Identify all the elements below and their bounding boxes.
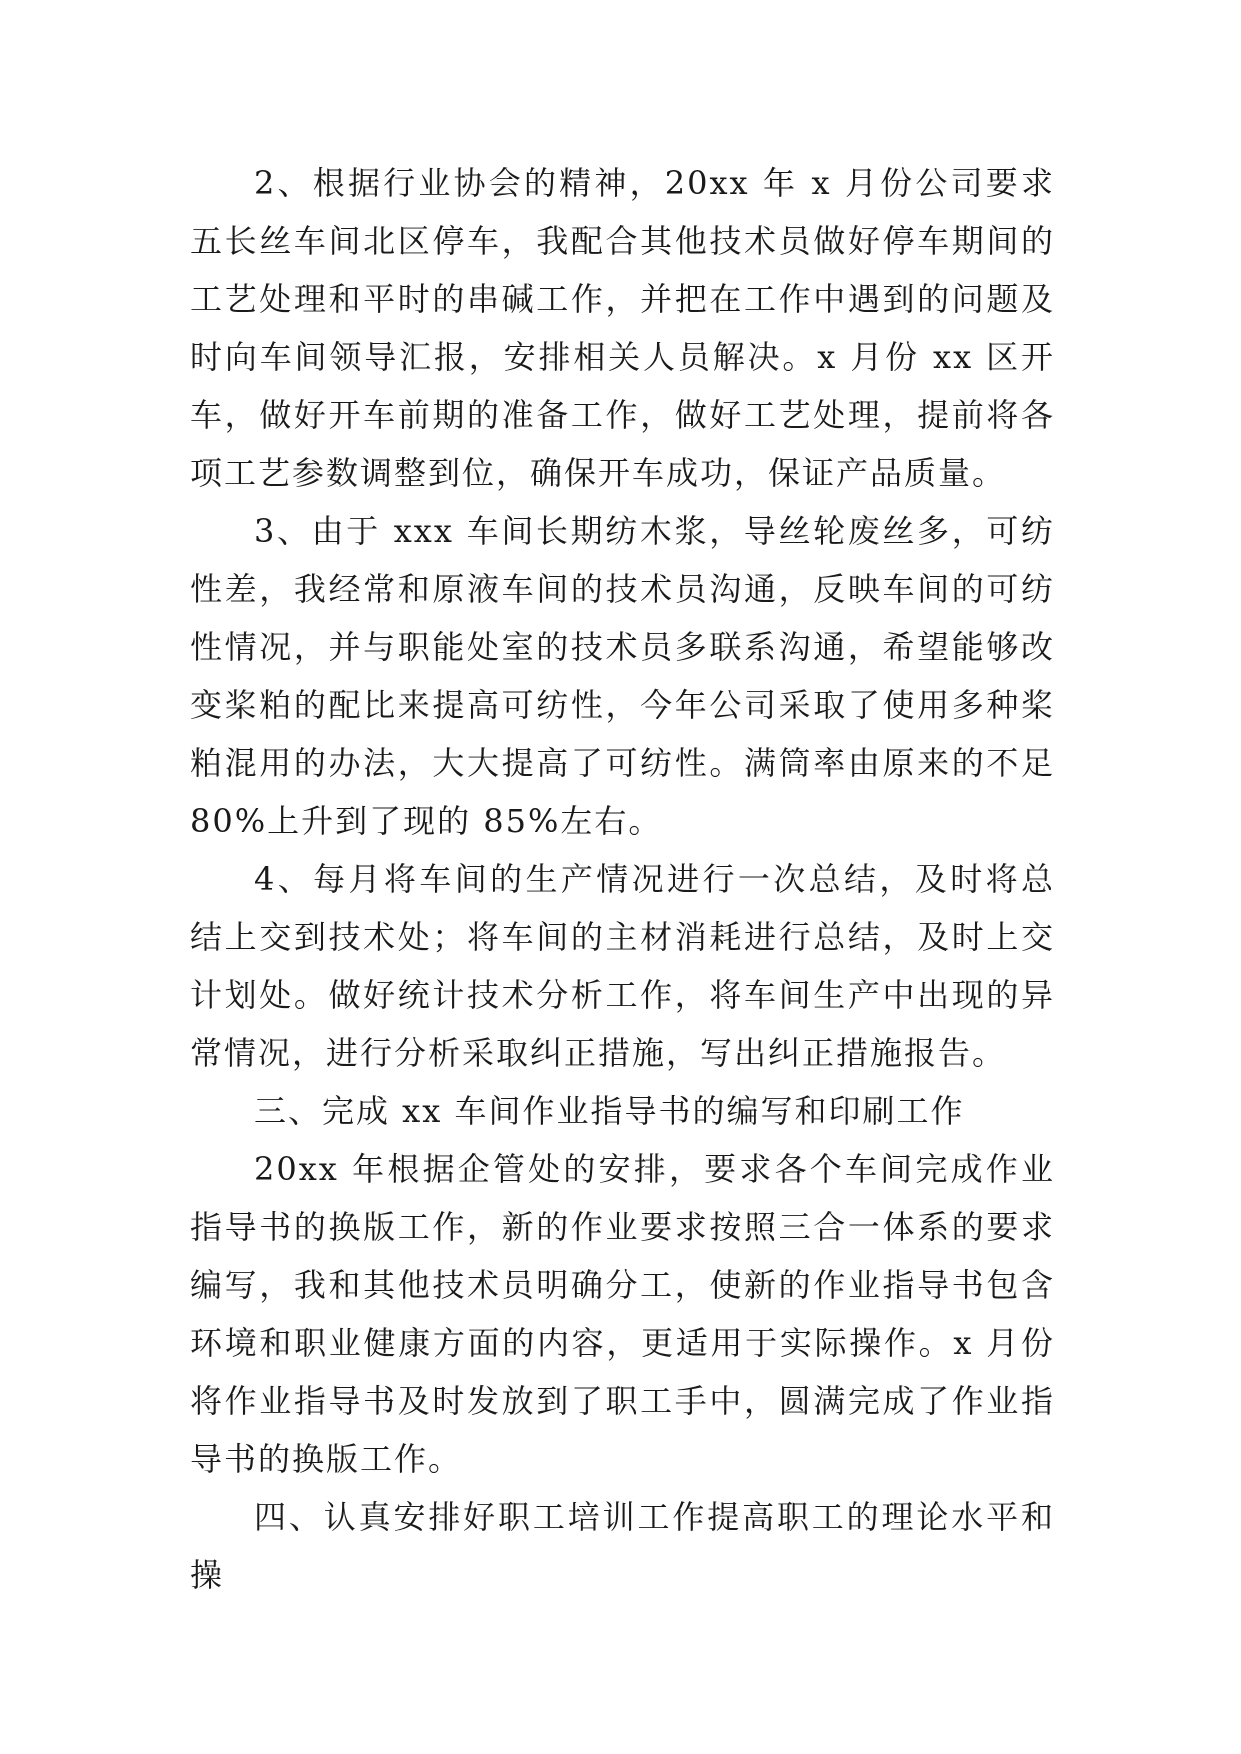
section-heading-4: 四、认真安排好职工培训工作提高职工的理论水平和操 — [190, 1498, 1055, 1594]
section-3-body: 20xx 年根据企管处的安排，要求各个车间完成作业指导书的换版工作，新的作业要求按照三合一体系的要求编写，我和其他技术员明确分工，使新的作业指导书包含环境和职业健康方面的内容，更适用于实际操作。x 月份将作业指导书及时发放到了职工手中，圆满完成了作业指导书的换版工作。 — [190, 1150, 1055, 1478]
paragraph-item-2: 2、根据行业协会的精神，20xx 年 x 月份公司要求五长丝车间北区停车，我配合其他技术员做好停车期间的工艺处理和平时的串碱工作，并把在工作中遇到的问题及时向车间领导汇报，安排相关人员解决。x 月份 xx 区开车，做好开车前期的准备工作，做好工艺处理，提前将各项工艺参数调整到位，确保开车成功，保证产品质量。 — [190, 164, 1055, 492]
document-body — [190, 154, 1055, 1604]
paragraph-item-3: 3、由于 xxx 车间长期纺木浆，导丝轮废丝多，可纺性差，我经常和原液车间的技术员沟通，反映车间的可纺性情况，并与职能处室的技术员多联系沟通，希望能够改变桨粕的配比来提高可纺性，今年公司采取了使用多种桨粕混用的办法，大大提高了可纺性。满筒率由原来的不足 80%上升到了现的 85%左右。 — [190, 512, 1055, 840]
section-heading-3: 三、完成 xx 车间作业指导书的编写和印刷工作 — [254, 1092, 965, 1130]
paragraph-item-4: 4、每月将车间的生产情况进行一次总结，及时将总结上交到技术处；将车间的主材消耗进行总结，及时上交计划处。做好统计技术分析工作，将车间生产中出现的异常情况，进行分析采取纠正措施，写出纠正措施报告。 — [190, 860, 1055, 1072]
